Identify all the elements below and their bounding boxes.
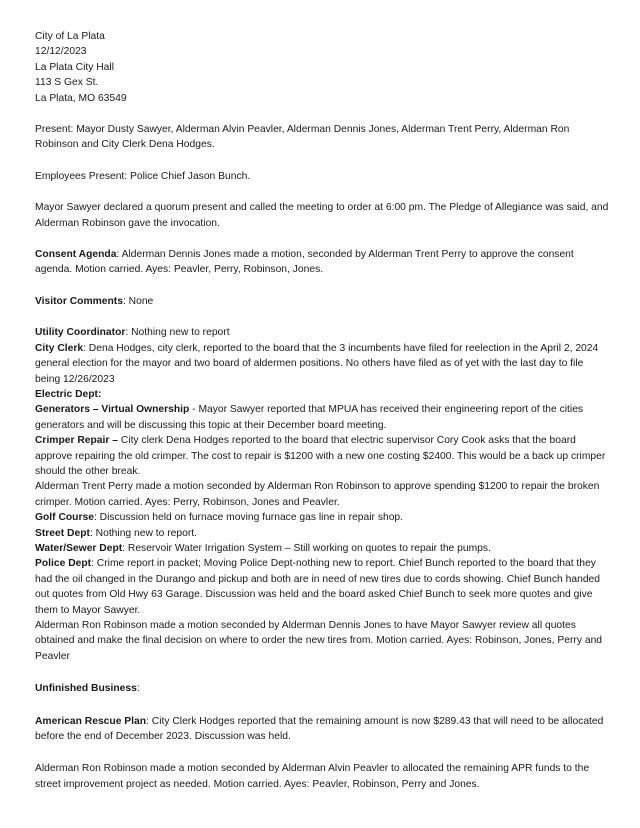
golf-course-label: Golf Course: [35, 512, 94, 524]
meeting-date: 12/12/2023: [35, 46, 87, 58]
call-to-order-paragraph: Mayor Sawyer declared a quorum present and called the meeting to order at 6:00 pm. The Pledge of Allegiance was said, and Alderman Robinson gave the invocation.: [35, 202, 609, 229]
generators-text: - Mayor Sawyer reported that MPUA has received their engineering report of the cities generators and will be discussing this topic at their December board meeting.: [35, 404, 584, 431]
visitor-comments-paragraph: [35, 294, 610, 309]
golf-course-text: : Discussion held on furnace moving furnace gas line in repair shop.: [93, 512, 404, 524]
arp-motion-paragraph: Alderman Ron Robinson made a motion seconded by Alderman Alvin Peavler to allocated the remaining APR funds to the street improvement project as needed. Motion carried. Ayes: Peavler, Robinson, Perry and Jones.: [35, 763, 590, 790]
street-dept-label: Street Dept: [35, 527, 90, 539]
consent-agenda-label: Consent Agenda: [35, 249, 117, 261]
crimper-repair-label: Crimper Repair –: [35, 435, 118, 447]
crimper-repair-text: City clerk Dena Hodges reported to the board that electric supervisor Cory Cook asks that the board approve repairing the old crimper. The cost to repair is $1200 with a new one costing $2400. This would be a back up crimper should the other break.: [35, 435, 606, 477]
visitor-comments-text: : None: [122, 295, 154, 307]
present-paragraph: Present: Mayor Dusty Sawyer, Alderman Alvin Peavler, Alderman Dennis Jones, Alderman Trent Perry, Alderman Ron Robinson and City Clerk Dena Hodges.: [35, 124, 570, 151]
electric-dept-colon: :: [97, 388, 102, 400]
street-dept-paragraph: [35, 526, 610, 541]
crimper-repair-paragraph: [35, 433, 610, 479]
water-sewer-paragraph: [35, 541, 610, 556]
unfinished-business-label: Unfinished Business: [35, 683, 137, 695]
consent-agenda-text: : Alderman Dennis Jones made a motion, seconded by Alderman Trent Perry to approve the consent agenda. Motion carried. Ayes: Peavler, Perry, Robinson, Jones.: [35, 249, 574, 276]
golf-course-paragraph: [35, 510, 610, 525]
police-dept-text: : Crime report in packet; Moving Police Dept-nothing new to report. Chief Bunch reported to the board that they had the oil changed in the Durango and pickup and both are in need of new tires due to cords showing. Chief Bunch handed out quotes from Old Hwy 63 Garage. Discussion was held and the board asked Chief Bunch to seek more quotes and give them to Mayor Sawyer.: [35, 558, 601, 616]
generators-label: Generators – Virtual Ownership: [35, 404, 190, 416]
american-rescue-plan-text: : City Clerk Hodges reported that the remaining amount is now $289.43 that will need to be allocated before the end of December 2023. Discussion was held.: [35, 715, 604, 743]
unfinished-business-colon: :: [136, 683, 140, 695]
water-sewer-text: : Reservoir Water Irrigation System – Still working on quotes to repair the pumps.: [122, 542, 491, 554]
street-address: 113 S Gex St.: [35, 77, 99, 89]
city-name: City of La Plata: [35, 31, 105, 42]
employees-paragraph: Employees Present: Police Chief Jason Bunch.: [35, 170, 251, 182]
address-block: [35, 29, 610, 106]
unfinished-business-heading: [35, 681, 610, 696]
police-dept-label: Police Dept: [35, 558, 92, 570]
consent-agenda-paragraph: [35, 247, 610, 278]
police-motion-paragraph: Alderman Ron Robinson made a motion seconded by Alderman Dennis Jones to have Mayor Sawyer review all quotes obtained and make the final decision on where to order the new tires from. Motion carried. Ayes: Robinson, Jones, Perry and Peavler: [35, 620, 603, 662]
city-clerk-paragraph: [35, 341, 610, 387]
city-state-zip: La Plata, MO 63549: [35, 92, 127, 104]
utility-coordinator-label: Utility Coordinator: [35, 327, 126, 339]
street-dept-text: : Nothing new to report.: [89, 527, 197, 539]
electric-dept-label: Electric Dept: [35, 388, 98, 400]
police-dept-paragraph: [35, 556, 610, 618]
venue: La Plata City Hall: [35, 61, 114, 73]
city-clerk-text: : Dena Hodges, city clerk, reported to the board that the 3 incumbents have filed for reelection in the April 2, 2024 general election for the mayor and two board of aldermen positions. No others have filed as of yet with the last day to file being 12/26/2023: [35, 342, 599, 385]
visitor-comments-label: Visitor Comments: [35, 295, 123, 307]
water-sewer-label: Water/Sewer Dept: [35, 542, 123, 554]
utility-coordinator-paragraph: [35, 325, 610, 340]
american-rescue-plan-paragraph: [35, 714, 610, 745]
utility-coordinator-text: : Nothing new to report: [125, 327, 230, 339]
generators-paragraph: [35, 402, 610, 433]
american-rescue-plan-label: American Rescue Plan: [35, 715, 147, 727]
electric-dept-heading: [35, 387, 610, 402]
crimper-motion-paragraph: Alderman Trent Perry made a motion seconded by Alderman Ron Robinson to approve spending $1200 to repair the broken crimper. Motion carried. Ayes: Perry, Robinson, Jones and Peavler.: [35, 481, 600, 508]
city-clerk-label: City Clerk: [35, 342, 84, 354]
